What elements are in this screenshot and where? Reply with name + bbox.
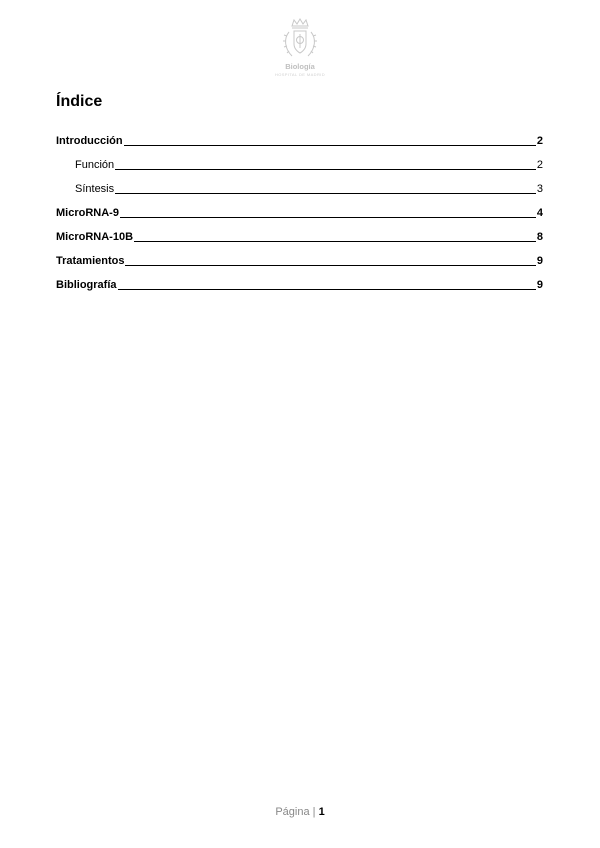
footer-page-number: 1	[318, 806, 325, 818]
toc-entry-label: Tratamientos	[56, 255, 125, 267]
toc-entry[interactable]	[56, 196, 543, 220]
page-footer	[0, 806, 600, 818]
toc-entry-page: 3	[536, 183, 543, 195]
toc-entry[interactable]	[56, 268, 543, 292]
page-title: Índice	[56, 93, 103, 110]
toc-leader-line	[125, 264, 535, 266]
toc-entry-label: Bibliografía	[56, 279, 117, 291]
footer-separator: |	[312, 806, 316, 818]
toc-leader-line	[120, 216, 536, 218]
toc-entry-label: MicroRNA-9	[56, 207, 119, 219]
toc-entry[interactable]	[56, 244, 543, 268]
toc-entry-page: 8	[536, 231, 543, 243]
toc-entry[interactable]	[56, 172, 543, 196]
toc-entry-label: Síntesis	[75, 183, 115, 195]
toc-entry[interactable]	[56, 124, 543, 148]
logo-subtitle: HOSPITAL DE MADRID	[274, 72, 326, 77]
toc-leader-line	[124, 144, 536, 146]
toc-entry-label: Función	[75, 159, 115, 171]
toc-leader-line	[115, 192, 536, 194]
toc-entry-page: 2	[536, 135, 543, 147]
crest-icon	[280, 18, 320, 62]
toc-entry[interactable]	[56, 148, 543, 172]
footer-page-label: Página	[275, 806, 310, 818]
toc-entry-page: 2	[536, 159, 543, 171]
toc-entry-page: 9	[536, 279, 543, 291]
toc-leader-line	[118, 288, 536, 290]
toc-entry-label: Introducción	[56, 135, 123, 147]
toc-entry-label: MicroRNA-10B	[56, 231, 134, 243]
toc-entry[interactable]	[56, 220, 543, 244]
toc-leader-line	[115, 168, 536, 170]
logo-title: Biología	[285, 62, 315, 71]
toc-leader-line	[134, 240, 536, 242]
toc-entry-page: 4	[536, 207, 543, 219]
header-logo	[270, 18, 330, 80]
table-of-contents	[56, 124, 543, 292]
toc-entry-page: 9	[536, 255, 543, 267]
